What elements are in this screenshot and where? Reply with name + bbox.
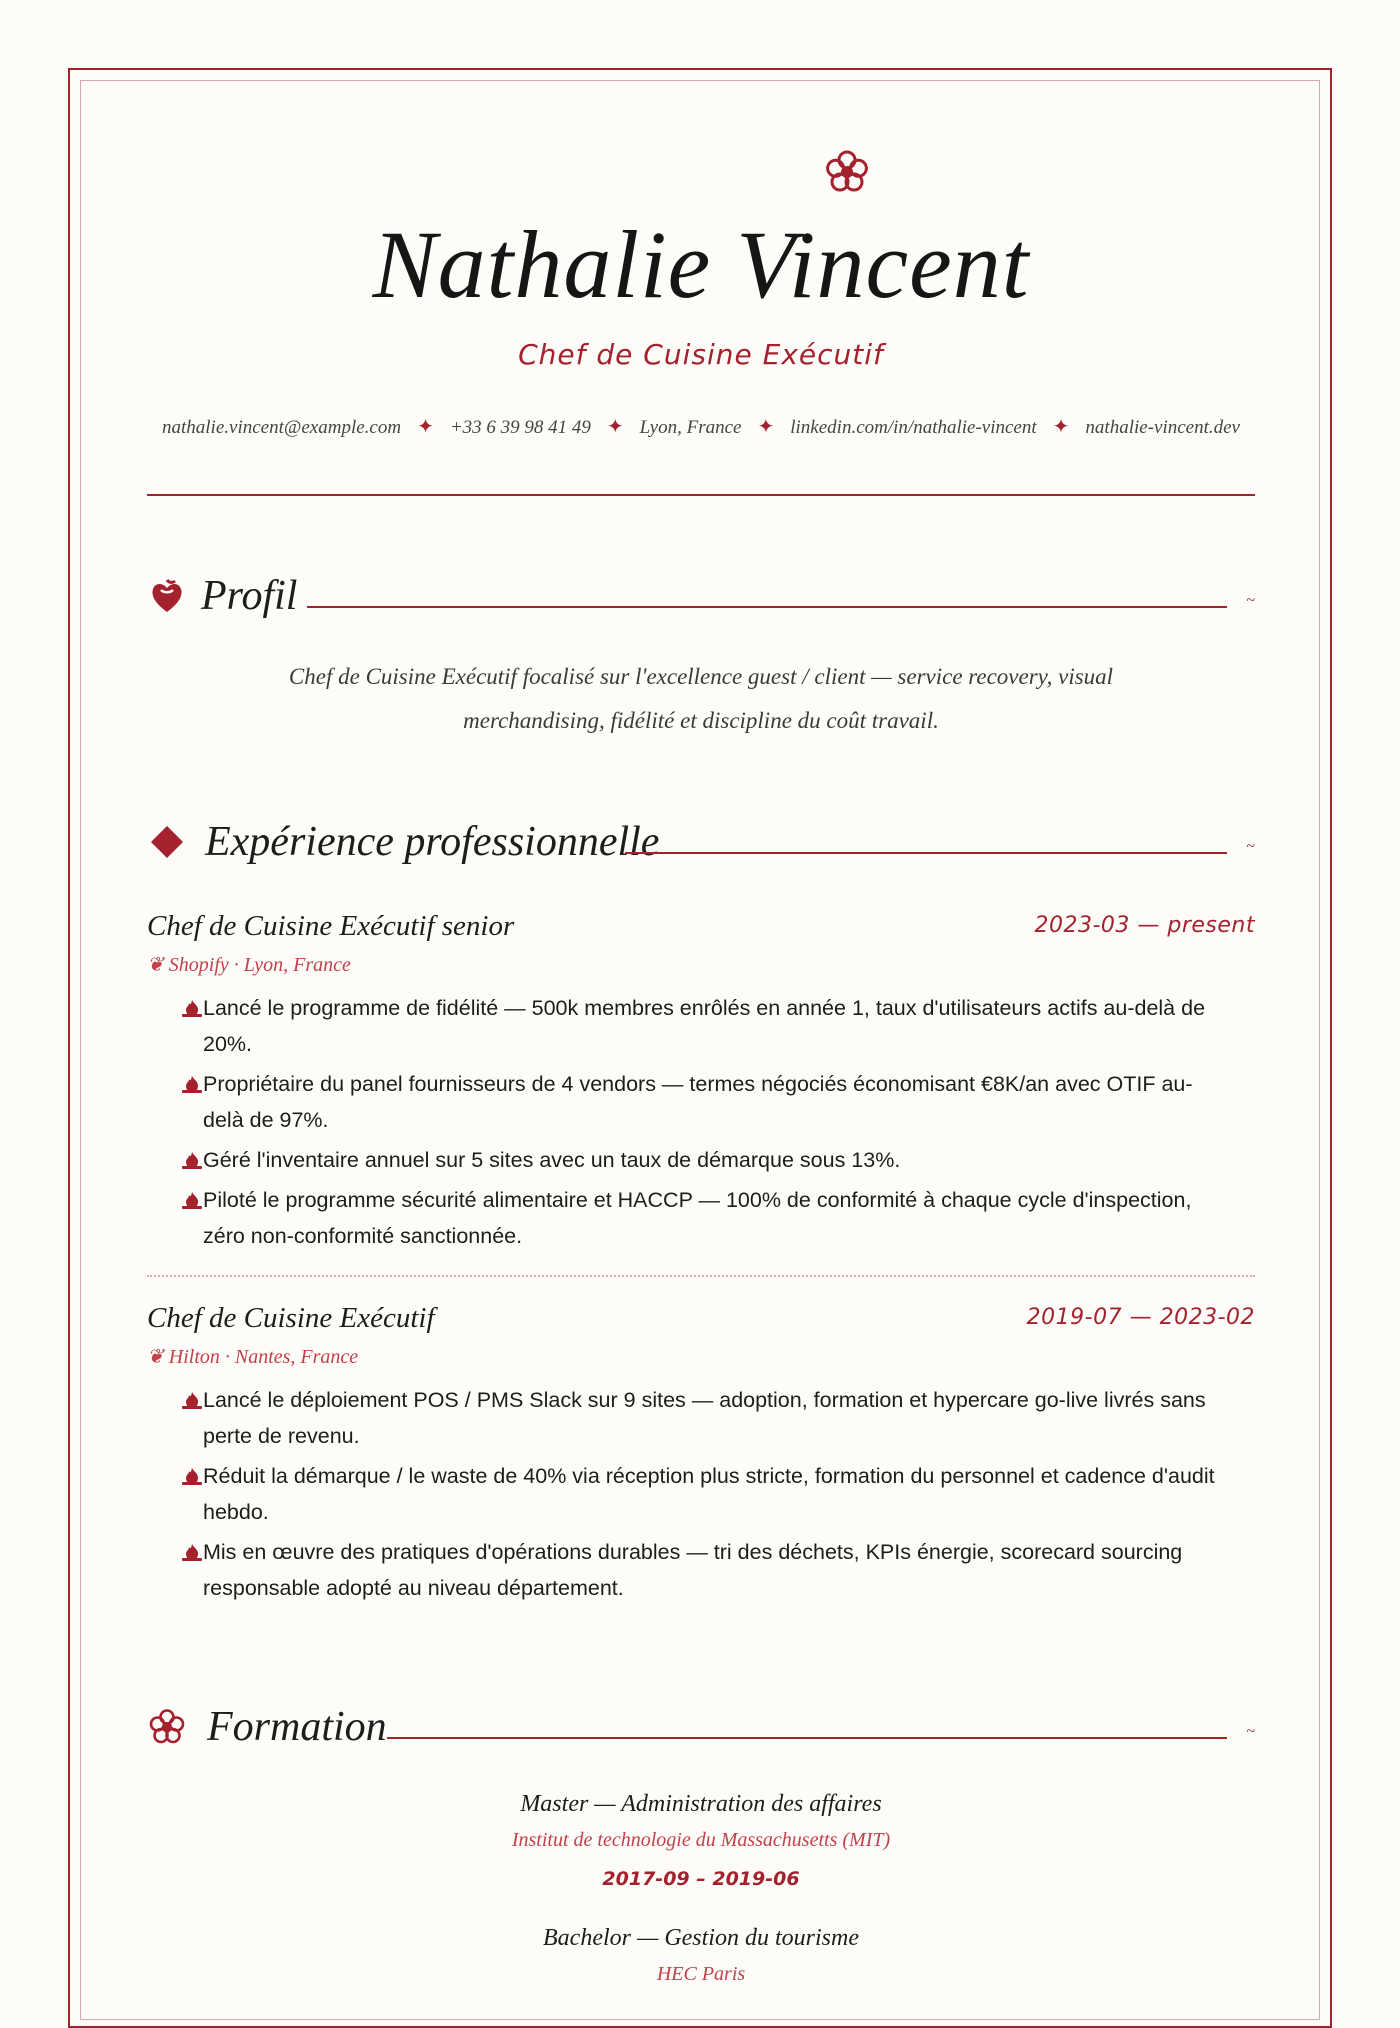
list-item: Géré l'inventaire annuel sur 5 sites avec un taux de démarque sous 13%.	[181, 1142, 1221, 1178]
separator-star-icon: ✦	[606, 416, 624, 438]
job-bullets	[181, 1382, 1221, 1610]
contact-website[interactable]: nathalie-vincent.dev	[1085, 417, 1240, 438]
job-dates: 2023-03 — present	[1034, 913, 1255, 938]
flame-icon	[181, 1391, 203, 1409]
entry-divider	[147, 1275, 1255, 1277]
contact-line	[147, 410, 1255, 445]
contact-email[interactable]: nathalie.vincent@example.com	[162, 417, 402, 438]
flame-icon	[181, 1467, 203, 1485]
list-item: Lancé le programme de fidélité — 500k membres enrôlés en année 1, taux d'utilisateurs actifs au-delà de 20%.	[181, 990, 1221, 1062]
section-rule	[307, 606, 1227, 608]
section-rule	[387, 1737, 1227, 1739]
flower-icon	[823, 148, 871, 196]
list-item: Lancé le déploiement POS / PMS Slack sur 9 sites — adoption, formation et hypercare go-live livrés sans perte de revenu.	[181, 1382, 1221, 1454]
separator-star-icon: ✦	[757, 416, 775, 438]
education-entry	[147, 1920, 1255, 1992]
candidate-name: Nathalie Vincent	[372, 211, 1030, 318]
header-divider	[147, 494, 1255, 496]
flame-icon	[181, 999, 203, 1017]
list-item: Propriétaire du panel fournisseurs de 4 vendors — termes négociés économisant €8K/an avec OTIF au-delà de 97%.	[181, 1066, 1221, 1138]
section-rule	[625, 852, 1227, 854]
section-tilde: ~	[1246, 1723, 1255, 1740]
profile-summary: Chef de Cuisine Exécutif focalisé sur l'excellence guest / client — service recovery, visual merchandising, fidélité et discipline du coût travail.	[288, 664, 1114, 733]
education-degree: Master — Administration des affaires	[520, 1791, 882, 1817]
section-tilde: ~	[1246, 592, 1255, 609]
flame-icon	[181, 1151, 203, 1169]
job-company: ❦ Shopify · Lyon, France	[147, 954, 351, 976]
contact-location: Lyon, France	[639, 417, 742, 438]
floral-heart-icon	[147, 576, 187, 616]
education-school: Institut de technologie du Massachusetts (MIT)	[511, 1829, 891, 1851]
section-tilde: ~	[1246, 838, 1255, 855]
education-entry	[147, 1786, 1255, 1900]
separator-star-icon: ✦	[1052, 416, 1070, 438]
section-experience-header	[147, 812, 1255, 872]
section-title: Profil	[201, 573, 298, 619]
flower-icon	[147, 1707, 187, 1747]
section-title: Formation	[207, 1704, 387, 1750]
job-title: Chef de Cuisine Exécutif	[147, 1302, 435, 1334]
flame-icon	[181, 1075, 203, 1093]
education-school: HEC Paris	[656, 1963, 746, 1985]
job-title: Chef de Cuisine Exécutif senior	[147, 910, 515, 942]
flame-icon	[181, 1191, 203, 1209]
education-degree: Bachelor — Gestion du tourisme	[543, 1925, 859, 1951]
section-education-header	[147, 1697, 1255, 1757]
list-item: Mis en œuvre des pratiques d'opérations durables — tri des déchets, KPIs énergie, scorecard sourcing responsable adopté au niveau département.	[181, 1534, 1221, 1606]
diamond-icon	[147, 822, 187, 862]
section-title: Expérience professionnelle	[205, 819, 660, 865]
contact-phone[interactable]: +33 6 39 98 41 49	[449, 417, 591, 438]
candidate-role: Chef de Cuisine Exécutif	[518, 338, 884, 371]
job-bullets	[181, 990, 1221, 1258]
list-item: Piloté le programme sécurité alimentaire et HACCP — 100% de conformité à chaque cycle d'inspection, zéro non-conformité sanctionnée.	[181, 1182, 1221, 1254]
job-dates: 2019-07 — 2023-02	[1026, 1305, 1255, 1330]
contact-linkedin[interactable]: linkedin.com/in/nathalie-vincent	[790, 417, 1037, 438]
flame-icon	[181, 1543, 203, 1561]
education-dates: 2017-09 – 2019-06	[602, 1868, 800, 1890]
separator-star-icon: ✦	[417, 416, 434, 438]
section-profile-header	[147, 566, 1255, 626]
job-company: ❦ Hilton · Nantes, France	[147, 1346, 359, 1368]
list-item: Réduit la démarque / le waste de 40% via réception plus stricte, formation du personnel et cadence d'audit hebdo.	[181, 1458, 1221, 1530]
